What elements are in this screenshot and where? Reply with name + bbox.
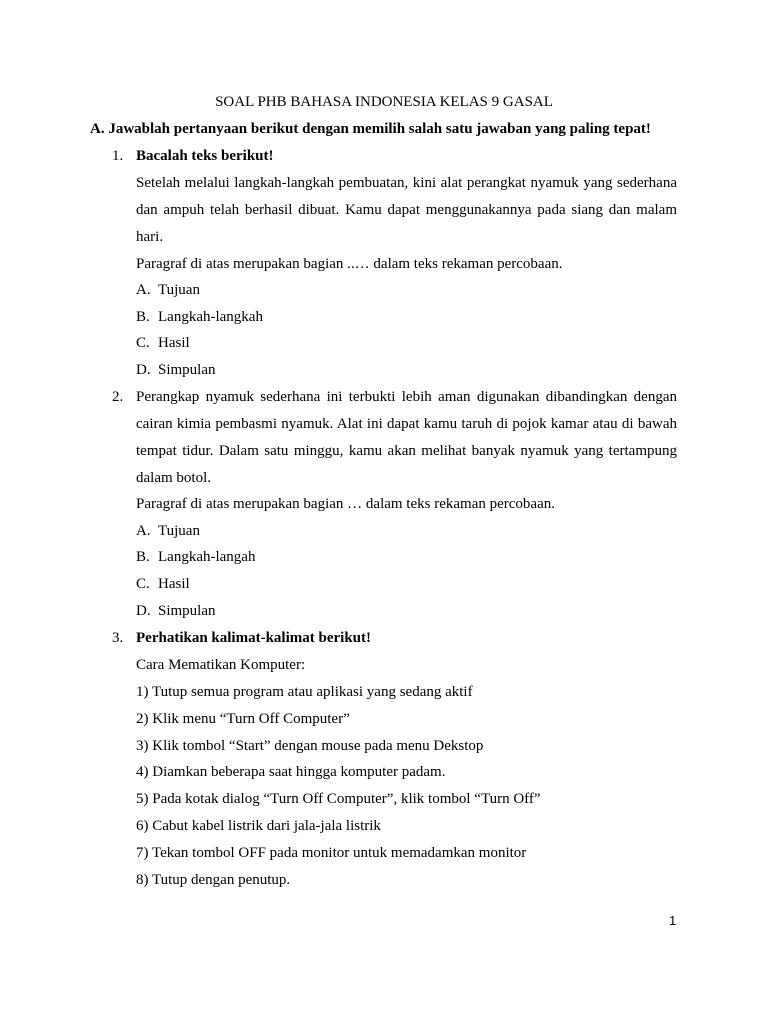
q2-option-letter: A.: [136, 523, 151, 539]
q3-intro: Cara Mematikan Komputer:: [136, 657, 306, 673]
q2-option-text: Tujuan: [158, 523, 200, 539]
q1-option-text: Hasil: [158, 335, 190, 351]
q2-option-text: Hasil: [158, 576, 190, 592]
q2-text-line: tempat tidur. Dalam satu minggu, kamu akan melihat banyak nyamuk yang tertampung: [136, 443, 677, 459]
q1-heading: Bacalah teks berikut!: [136, 148, 274, 164]
q2-option-letter: D.: [136, 603, 151, 619]
q3-step: 4) Diamkan beberapa saat hingga komputer padam.: [136, 764, 446, 780]
q2-option-letter: B.: [136, 549, 150, 565]
q3-step: 8) Tutup dengan penutup.: [136, 872, 291, 888]
q1-question: Paragraf di atas merupakan bagian ..… dalam teks rekaman percobaan.: [136, 256, 563, 272]
q2-text-line: Perangkap nyamuk sederhana ini terbukti lebih aman digunakan dibandingkan dengan: [136, 389, 677, 405]
q1-option-letter: A.: [136, 282, 151, 298]
q1-option-letter: C.: [136, 335, 150, 351]
document-title: SOAL PHB BAHASA INDONESIA KELAS 9 GASAL: [215, 94, 553, 110]
q3-step: 2) Klik menu “Turn Off Computer”: [136, 711, 350, 727]
q1-text-line: hari.: [136, 229, 164, 245]
q3-heading: Perhatikan kalimat-kalimat berikut!: [136, 630, 371, 646]
q3-number: 3.: [112, 630, 124, 646]
q3-step: 1) Tutup semua program atau aplikasi yang sedang aktif: [136, 684, 473, 700]
q2-option-text: Langkah-langah: [158, 549, 256, 565]
q1-number: 1.: [112, 148, 124, 164]
q2-option-letter: C.: [136, 576, 150, 592]
q3-step: 3) Klik tombol “Start” dengan mouse pada menu Dekstop: [136, 738, 484, 754]
q1-option-text: Simpulan: [158, 362, 216, 378]
q3-step: 6) Cabut kabel listrik dari jala-jala listrik: [136, 818, 381, 834]
q1-option-text: Langkah-langkah: [158, 309, 263, 325]
q2-question: Paragraf di atas merupakan bagian … dalam teks rekaman percobaan.: [136, 496, 555, 512]
q3-step: 7) Tekan tombol OFF pada monitor untuk memadamkan monitor: [136, 845, 527, 861]
q1-option-letter: D.: [136, 362, 151, 378]
q1-text-line: dan ampuh telah berhasil dibuat. Kamu dapat menggunakannya pada siang dan malam: [136, 202, 677, 218]
q2-option-text: Simpulan: [158, 603, 216, 619]
q3-step: 5) Pada kotak dialog “Turn Off Computer”, klik tombol “Turn Off”: [136, 791, 541, 807]
page-number: 1: [669, 913, 677, 928]
q2-text-line: cairan kimia pembasmi nyamuk. Alat ini dapat kamu taruh di pojok kamar atau di bawah: [136, 416, 677, 432]
section-a-instruction: A. Jawablah pertanyaan berikut dengan memilih salah satu jawaban yang paling tepat!: [90, 121, 651, 137]
q2-text-line: dalam botol.: [136, 470, 211, 486]
q1-option-letter: B.: [136, 309, 150, 325]
q1-option-text: Tujuan: [158, 282, 200, 298]
q1-text-line: Setelah melalui langkah-langkah pembuatan, kini alat perangkat nyamuk yang sederhana: [136, 175, 677, 191]
q2-number: 2.: [112, 389, 124, 405]
